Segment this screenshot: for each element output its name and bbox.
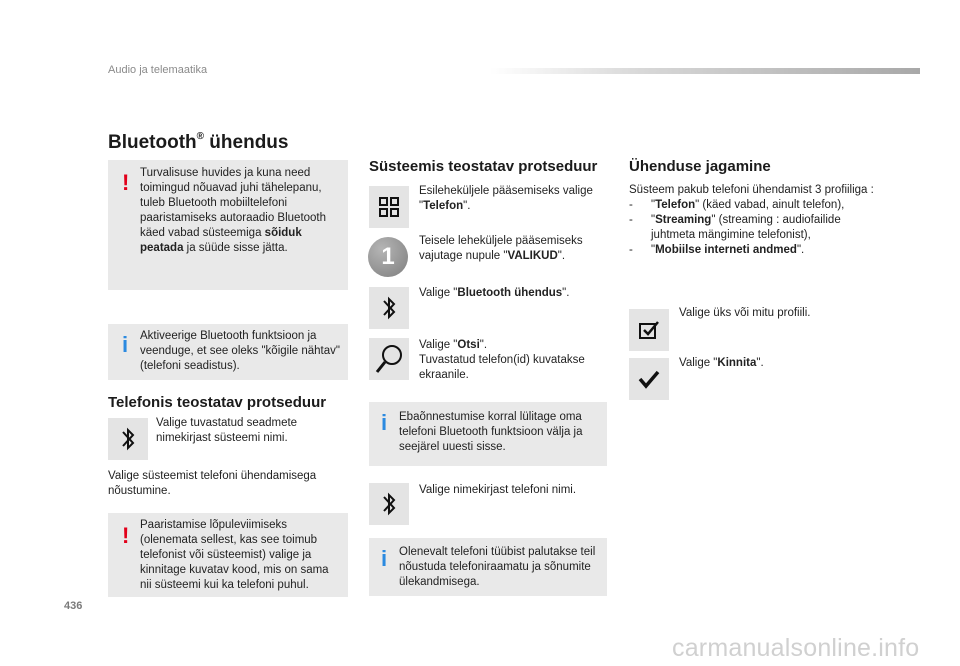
- checkbox-icon-box: [629, 309, 669, 351]
- bluetooth-icon-box: [108, 418, 148, 460]
- warning-box-safety: [108, 160, 348, 290]
- info-text-failure: Ebaõnnestumise korral lülitage oma telefoni Bluetooth funktsioon välja ja seejärel uuesti sisse.: [399, 411, 583, 453]
- title-registered-mark: ®: [196, 130, 205, 142]
- info-mark-icon: i: [381, 410, 388, 435]
- info-box-phonebook: [369, 538, 607, 596]
- sharing-intro: Süsteem pakub telefoni ühendamist 3 profiiliga :: [629, 184, 874, 196]
- grid-icon-box: [369, 186, 409, 228]
- system-step-3: Valige "Bluetooth ühendus".: [419, 287, 570, 299]
- search-icon: [374, 343, 404, 375]
- sharing-step-2: Valige "Kinnita".: [679, 357, 764, 369]
- info-text-phonebook: Olenevalt telefoni tüübist palutakse teil nõustuda telefoniraamatu ja sõnumite ülekandmisega.: [399, 546, 596, 588]
- system-step-1: Esileheküljele pääsemiseks valige "Telefon".: [419, 185, 593, 212]
- profile-item-telefon: - "Telefon" (käed vabad, ainult telefon),: [629, 199, 845, 211]
- page-title: [108, 132, 288, 154]
- info-box-visibility: [108, 324, 348, 380]
- bluetooth-icon: [381, 294, 397, 322]
- header-bar: [490, 68, 920, 74]
- checkmark-icon: [637, 369, 661, 389]
- search-icon-box: [369, 338, 409, 380]
- warning-mark-icon: !: [122, 523, 130, 548]
- phone-step-1: Valige tuvastatud seadmete nimekirjast süsteemi nimi.: [156, 417, 298, 444]
- profile-list: [629, 198, 889, 258]
- page-number: 436: [64, 600, 83, 612]
- system-step-2: Teisele leheküljele pääsemiseks vajutage nupule "VALIKUD".: [419, 235, 583, 262]
- system-step-4: Valige "Otsi". Tuvastatud telefon(id) kuvatakse ekraanile.: [419, 339, 585, 381]
- title-rest: ühendus: [204, 132, 289, 153]
- phone-step-2: Valige süsteemist telefoni ühendamisega nõustumine.: [108, 470, 317, 497]
- bluetooth-icon-box: [369, 483, 409, 525]
- profile-item-mobile-data: - "Mobiilse interneti andmed".: [629, 244, 805, 256]
- system-step-5: Valige nimekirjast telefoni nimi.: [419, 484, 577, 496]
- step-number-badge: [368, 237, 408, 277]
- checkbox-icon: [638, 320, 660, 340]
- checkmark-icon-box: [629, 358, 669, 400]
- bluetooth-icon: [120, 425, 136, 453]
- info-box-failure: [369, 402, 607, 466]
- info-mark-icon: i: [381, 546, 388, 571]
- bluetooth-icon: [381, 490, 397, 518]
- step-number: 1: [381, 243, 395, 270]
- sharing-step-1: Valige üks või mitu profiili.: [679, 307, 811, 319]
- title-main: Bluetooth: [108, 132, 197, 153]
- warning-text-safety: Turvalisuse huvides ja kuna need toimingud nõuavad juhi tähelepanu, tuleb Bluetooth mobiiltelefoni paaristamiseks autoraadio Bluetooth käed vabad süsteemiga sõiduk peatada ja süüde sisse jätta.: [140, 167, 327, 254]
- warning-box-pairing: [108, 513, 348, 597]
- info-mark-icon: i: [122, 332, 129, 357]
- watermark: carmanualsonline.info: [672, 634, 920, 662]
- section-title-sharing: Ühenduse jagamine: [629, 158, 771, 175]
- profile-item-streaming: - "Streaming" (streaming : audiofailide juhtmeta mängimine telefonist),: [629, 214, 841, 241]
- section-title-phone: Telefonis teostatav protseduur: [108, 394, 327, 411]
- section-title-system: Süsteemis teostatav protseduur: [369, 158, 598, 175]
- warning-mark-icon: !: [122, 170, 130, 195]
- bluetooth-icon-box: [369, 287, 409, 329]
- warning-text-pairing: Paaristamise lõpuleviimiseks (olenemata sellest, kas see toimub telefonist või süsteemist) valige ja kinnitage kuvatav kood, mis on sama nii süsteemi kui ka telefoni puhul.: [140, 519, 329, 591]
- info-text-visibility: Aktiveerige Bluetooth funktsioon ja veenduge, et see oleks "kõigile nähtav" (telefoni seadistus).: [140, 330, 340, 372]
- header-title: Audio ja telemaatika: [108, 64, 208, 76]
- grid-icon: [378, 196, 400, 218]
